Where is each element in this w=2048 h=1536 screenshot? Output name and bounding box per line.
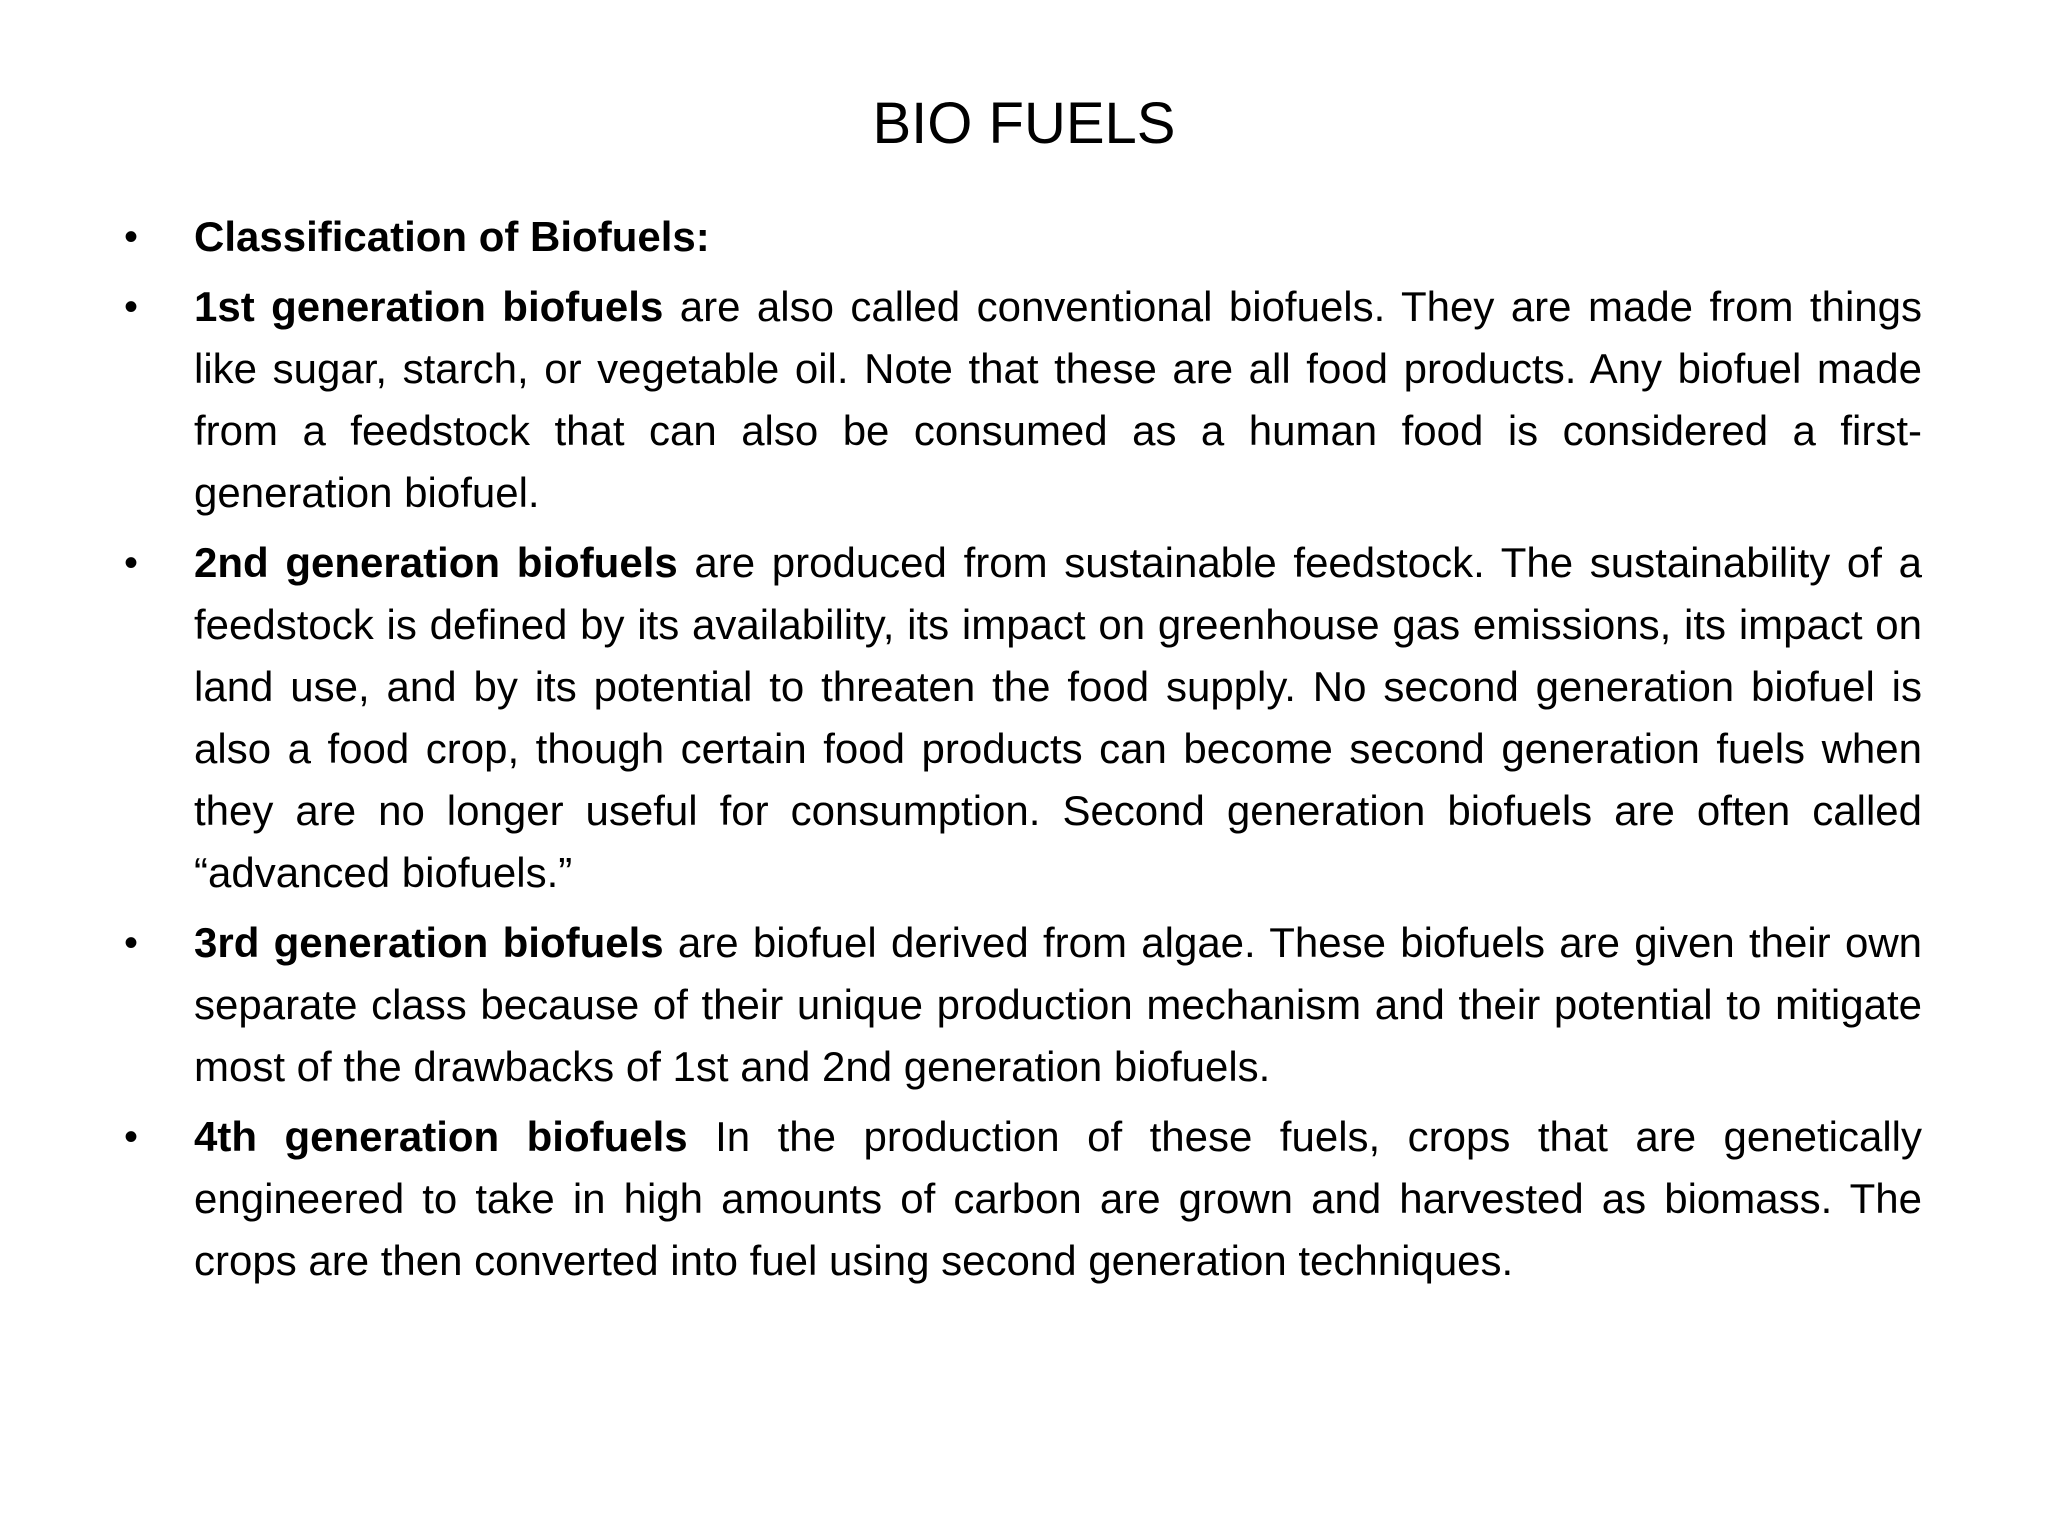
bullet-heading: 2nd generation biofuels bbox=[194, 539, 678, 586]
bullet-3rd-generation bbox=[120, 912, 1922, 1098]
bullet-list bbox=[120, 206, 1922, 1300]
bullet-4th-generation bbox=[120, 1106, 1922, 1292]
bullet-heading: 1st generation biofuels bbox=[194, 283, 664, 330]
bullet-dot-icon: • bbox=[124, 215, 139, 259]
bullet-text: are also called conventional biofuels. They are made from things like sugar, starch, or vegetable oil. Note that these are all food products. Any biofuel made from a feedstock that can also be consumed as a human food is considered a first-generation biofuel. bbox=[194, 283, 1923, 516]
bullet-text: In the production of these fuels, crops that are genetically engineered to take in high amounts of carbon are grown and harvested as biomass. The crops are then converted into fuel using second generation techniques. bbox=[194, 1113, 1923, 1284]
bullet-heading: 3rd generation biofuels bbox=[194, 919, 664, 966]
bullet-dot-icon: • bbox=[124, 921, 139, 965]
bullet-text: are biofuel derived from algae. These biofuels are given their own separate class because of their unique production mechanism and their potential to mitigate most of the drawbacks of 1st and 2nd generation biofuels. bbox=[194, 919, 1923, 1090]
bullet-classification bbox=[120, 206, 1922, 268]
bullet-1st-generation bbox=[120, 276, 1922, 524]
bullet-dot-icon: • bbox=[124, 1115, 139, 1159]
bullet-heading: 4th generation biofuels bbox=[194, 1113, 688, 1160]
bullet-2nd-generation bbox=[120, 532, 1922, 904]
bullet-dot-icon: • bbox=[124, 541, 139, 585]
bullet-text: are produced from sustainable feedstock. The sustainability of a feedstock is defined by its availability, its impact on greenhouse gas emissions, its impact on land use, and by its potential to threaten the food supply. No second generation biofuel is also a food crop, though certain food products can become second generation fuels when they are no longer useful for consumption. Second generation biofuels are often called “advanced biofuels.” bbox=[194, 539, 1922, 896]
bullet-heading: Classification of Biofuels: bbox=[194, 213, 710, 260]
slide-title: BIO FUELS bbox=[872, 91, 1176, 156]
bullet-dot-icon: • bbox=[124, 285, 139, 329]
